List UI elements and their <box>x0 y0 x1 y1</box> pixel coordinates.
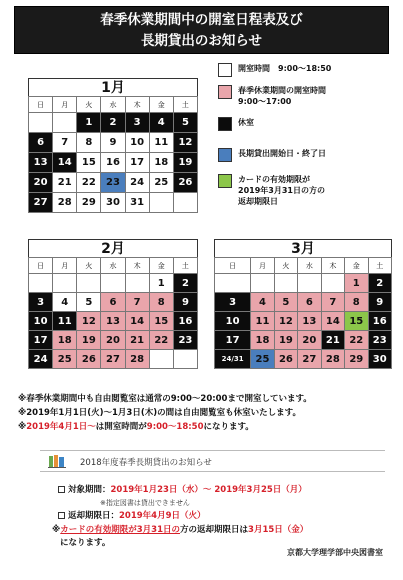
loan-section-header <box>40 450 385 472</box>
day-cell: 18 <box>53 331 77 350</box>
weekday-label: 木 <box>125 97 149 113</box>
loan-period-note: ※指定図書は貸出できません <box>100 499 190 507</box>
day-cell: 19 <box>173 153 197 173</box>
day-cell: 22 <box>77 173 101 193</box>
day-cell: 19 <box>274 331 297 350</box>
day-cell: 9 <box>101 133 125 153</box>
week-row <box>215 312 392 331</box>
day-cell: 29 <box>345 350 368 369</box>
empty-cell <box>53 274 77 293</box>
weekday-label: 日 <box>215 258 251 274</box>
day-cell: 21 <box>53 173 77 193</box>
day-cell: 3 <box>29 293 53 312</box>
week-row <box>29 350 198 369</box>
day-cell: 28 <box>321 350 344 369</box>
day-cell: 4 <box>149 113 173 133</box>
weekday-label: 火 <box>77 97 101 113</box>
empty-cell <box>215 274 251 293</box>
note-2: ※2019年1月1日(火)～1月3日(木)の間は自由閲覧室も休室いたします。 <box>18 408 301 418</box>
week-row <box>29 113 198 133</box>
weekday-header-row <box>29 97 198 113</box>
checkbox-square <box>58 486 65 493</box>
empty-cell <box>173 350 197 369</box>
day-cell: 21 <box>321 331 344 350</box>
empty-cell <box>251 274 274 293</box>
day-cell: 4 <box>53 293 77 312</box>
loan-card-note: ※カードの有効期限が3月31日の方の返却期限日は3月15日（金） <box>52 525 309 535</box>
day-cell: 4 <box>251 293 274 312</box>
calendar-february <box>28 239 198 384</box>
day-cell: 17 <box>125 153 149 173</box>
week-row <box>29 133 198 153</box>
day-cell: 29 <box>77 193 101 213</box>
empty-cell <box>29 274 53 293</box>
day-cell: 15 <box>149 312 173 331</box>
week-row <box>29 153 198 173</box>
day-cell: 3 <box>125 113 149 133</box>
page-title <box>14 6 389 54</box>
weekday-label: 金 <box>149 97 173 113</box>
day-cell: 31 <box>125 193 149 213</box>
legend-label: 開室時間 9:00～18:50 <box>238 64 332 73</box>
weekday-label: 水 <box>298 258 321 274</box>
weekday-header-row <box>215 258 392 274</box>
day-cell: 9 <box>368 293 392 312</box>
note-1: ※春季休業期間中も自由閲覧室は通常の9:00～20:00まで開室しています。 <box>18 394 312 404</box>
title-line-2: 長期貸出のお知らせ <box>140 33 263 49</box>
day-cell: 1 <box>77 113 101 133</box>
week-row <box>29 312 198 331</box>
day-cell: 7 <box>125 293 149 312</box>
day-cell: 27 <box>101 350 125 369</box>
weekday-label: 木 <box>125 258 149 274</box>
legend-label: 休室 <box>238 118 254 127</box>
weekday-header-row <box>29 258 198 274</box>
day-cell: 1 <box>345 274 368 293</box>
loan-due: 返却期限日：2019年4月9日（火） <box>58 510 398 522</box>
day-cell: 14 <box>321 312 344 331</box>
week-row <box>29 173 198 193</box>
day-cell: 11 <box>53 312 77 331</box>
day-cell: 5 <box>77 293 101 312</box>
week-row <box>215 331 392 350</box>
day-cell: 15 <box>77 153 101 173</box>
week-row <box>29 193 198 213</box>
day-cell: 25 <box>149 173 173 193</box>
day-cell: 24 <box>29 350 53 369</box>
empty-cell <box>321 274 344 293</box>
legend-label: 長期貸出開始日・終了日 <box>238 149 326 158</box>
calendar-march <box>214 239 392 384</box>
week-row <box>29 274 198 293</box>
empty-cell <box>77 274 101 293</box>
empty-cell <box>53 113 77 133</box>
calendar-title: 2月 <box>28 239 198 257</box>
day-cell: 23 <box>173 331 197 350</box>
day-cell: 16 <box>173 312 197 331</box>
day-cell: 18 <box>149 153 173 173</box>
week-row <box>29 293 198 312</box>
legend-swatch-card <box>218 174 232 188</box>
day-cell: 2 <box>173 274 197 293</box>
legend-swatch-closed <box>218 117 232 131</box>
calendar-grid <box>28 257 198 369</box>
day-cell: 20 <box>101 331 125 350</box>
empty-cell <box>173 193 197 213</box>
week-row <box>215 274 392 293</box>
day-cell: 20 <box>29 173 53 193</box>
day-cell: 7 <box>321 293 344 312</box>
day-cell: 25 <box>251 350 274 369</box>
day-cell: 8 <box>345 293 368 312</box>
day-cell: 13 <box>29 153 53 173</box>
day-cell: 30 <box>101 193 125 213</box>
day-cell: 14 <box>53 153 77 173</box>
calendar-january <box>28 78 198 232</box>
weekday-label: 土 <box>173 97 197 113</box>
day-cell: 26 <box>77 350 101 369</box>
empty-cell <box>101 274 125 293</box>
day-cell: 17 <box>215 331 251 350</box>
loan-section-title: 2018年度春季長期貸出のお知らせ <box>80 458 212 468</box>
day-cell: 12 <box>274 312 297 331</box>
day-cell: 13 <box>101 312 125 331</box>
day-cell: 10 <box>29 312 53 331</box>
legend-swatch-open <box>218 63 232 77</box>
day-cell: 11 <box>251 312 274 331</box>
day-cell: 6 <box>101 293 125 312</box>
legend-swatch-loan <box>218 148 232 162</box>
calendar-grid <box>28 96 198 213</box>
weekday-label: 水 <box>101 97 125 113</box>
books-icon <box>48 454 66 468</box>
day-cell: 15 <box>345 312 368 331</box>
day-cell: 24/31 <box>215 350 251 369</box>
day-cell: 8 <box>77 133 101 153</box>
weekday-label: 金 <box>345 258 368 274</box>
loan-period: 対象期間：2019年1月23日（水）～ 2019年3月25日（月） <box>58 484 398 496</box>
week-row <box>29 331 198 350</box>
day-cell: 27 <box>29 193 53 213</box>
day-cell: 22 <box>149 331 173 350</box>
weekday-label: 木 <box>321 258 344 274</box>
day-cell: 28 <box>125 350 149 369</box>
weekday-label: 月 <box>53 97 77 113</box>
title-line-1: 春季休業期間中の開室日程表及び <box>100 12 303 28</box>
day-cell: 22 <box>345 331 368 350</box>
day-cell: 14 <box>125 312 149 331</box>
day-cell: 23 <box>368 331 392 350</box>
day-cell: 10 <box>125 133 149 153</box>
day-cell: 7 <box>53 133 77 153</box>
day-cell: 6 <box>298 293 321 312</box>
day-cell: 5 <box>173 113 197 133</box>
day-cell: 23 <box>101 173 125 193</box>
weekday-label: 日 <box>29 97 53 113</box>
day-cell: 20 <box>298 331 321 350</box>
empty-cell <box>298 274 321 293</box>
weekday-label: 火 <box>274 258 297 274</box>
loan-card-note-end: になります。 <box>60 538 111 548</box>
day-cell: 8 <box>149 293 173 312</box>
week-row <box>215 293 392 312</box>
weekday-label: 日 <box>29 258 53 274</box>
weekday-label: 水 <box>101 258 125 274</box>
day-cell: 26 <box>274 350 297 369</box>
day-cell: 13 <box>298 312 321 331</box>
legend-swatch-spring <box>218 85 232 99</box>
day-cell: 2 <box>101 113 125 133</box>
day-cell: 28 <box>53 193 77 213</box>
legend-label: カードの有効期限が 2019年3月31日の方の 返却期限日 <box>238 175 325 206</box>
weekday-label: 土 <box>173 258 197 274</box>
empty-cell <box>149 193 173 213</box>
day-cell: 18 <box>251 331 274 350</box>
day-cell: 10 <box>215 312 251 331</box>
day-cell: 9 <box>173 293 197 312</box>
empty-cell <box>125 274 149 293</box>
day-cell: 12 <box>173 133 197 153</box>
empty-cell <box>29 113 53 133</box>
calendar-title: 3月 <box>214 239 392 257</box>
day-cell: 16 <box>368 312 392 331</box>
weekday-label: 土 <box>368 258 392 274</box>
weekday-label: 月 <box>53 258 77 274</box>
legend-label: 春季休業期間の開室時間 9:00～17:00 <box>238 86 326 106</box>
week-row <box>215 350 392 369</box>
footer-library-name: 京都大学理学部中央図書室 <box>287 548 383 557</box>
note-3: ※2019年4月1日～は開室時間が9:00～18:50になります。 <box>18 422 254 432</box>
day-cell: 11 <box>149 133 173 153</box>
day-cell: 1 <box>149 274 173 293</box>
day-cell: 17 <box>29 331 53 350</box>
calendar-title: 1月 <box>28 78 198 96</box>
day-cell: 5 <box>274 293 297 312</box>
weekday-label: 月 <box>251 258 274 274</box>
weekday-label: 火 <box>77 258 101 274</box>
weekday-label: 金 <box>149 258 173 274</box>
day-cell: 6 <box>29 133 53 153</box>
checkbox-square <box>58 512 65 519</box>
day-cell: 26 <box>173 173 197 193</box>
empty-cell <box>149 350 173 369</box>
day-cell: 30 <box>368 350 392 369</box>
empty-cell <box>274 274 297 293</box>
notes <box>18 392 398 434</box>
calendar-grid <box>214 257 392 369</box>
day-cell: 12 <box>77 312 101 331</box>
day-cell: 2 <box>368 274 392 293</box>
day-cell: 19 <box>77 331 101 350</box>
day-cell: 27 <box>298 350 321 369</box>
day-cell: 21 <box>125 331 149 350</box>
day-cell: 16 <box>101 153 125 173</box>
day-cell: 24 <box>125 173 149 193</box>
day-cell: 3 <box>215 293 251 312</box>
day-cell: 25 <box>53 350 77 369</box>
